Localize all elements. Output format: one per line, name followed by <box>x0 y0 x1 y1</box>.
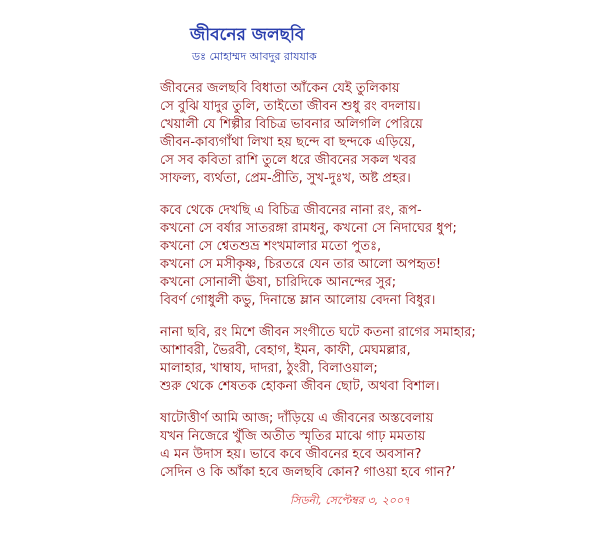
poem-line: ষাটোত্তীর্ণ আমি আজ; দাঁড়িয়ে এ জীবনের অস্তবেলায় <box>160 411 434 426</box>
poem-author: ডঃ মোহাম্মদ আবদুর রাযযাক <box>192 50 317 63</box>
poem-line: বিবর্ণ গোধুলী কভু, দিনান্তে ম্লান আলোয় বেদনা বিধুর। <box>160 293 436 308</box>
poem-line: খেয়ালী যে শিল্পীর বিচিত্র ভাবনার অলিগলি পেরিয়ে <box>160 117 423 132</box>
poem-line: সাফল্য, ব্যর্থতা, প্রেম-প্রীতি, সুখ-দুঃখ, অষ্ট প্রহর। <box>160 171 411 186</box>
poem-line: যখন নিজেরে খুঁজি অতীত স্মৃতির মাঝে গাঢ় মমতায় <box>160 429 426 444</box>
poem-line: কবে থেকে দেখছি এ বিচিত্র জীবনের নানা রং, রূপ- <box>160 203 422 218</box>
poem-line: মালাহার, খাম্বায, দাদরা, ঠুংরী, বিলাওয়াল; <box>160 361 378 376</box>
poem-line: সেদিন ও কি আঁকা হবে জলছবি কোন? গাওয়া হবে গান?’ <box>160 465 456 480</box>
poem-stanza-3 <box>160 324 605 396</box>
poem-line: শুরু থেকে শেষতক হোকনা জীবন ছোট, অথবা বিশাল। <box>160 379 440 394</box>
poem-line: আশাবরী, ভৈরবী, বেহাগ, ইমন, কাফী, মেঘমল্লার, <box>160 343 411 358</box>
poem-signoff: সিডনী, সেপ্টেম্বর ৩, ২০০৭ <box>290 494 411 507</box>
poem-line: জীবন-কাব্যগাঁথা লিখা হয় ছন্দে বা ছন্দকে এড়িয়ে, <box>160 135 416 150</box>
poem-stanza-2 <box>160 202 605 310</box>
poem-stanza-1 <box>160 80 605 188</box>
poem-stanza-4 <box>160 410 605 482</box>
poem-line: কখনো সোনালী ঊষা, চারিদিকে আনন্দের সুর; <box>160 275 397 290</box>
poem-line: কখনো সে বর্ষার সাতরঙ্গা রামধনু, কখনো সে নিদাঘের ধুপ; <box>160 221 457 236</box>
poem-line: কখনো সে শ্বেতশুভ্র শংখমালার মতো পুতঃ, <box>160 239 382 254</box>
poem-line: নানা ছবি, রং মিশে জীবন সংগীতে ঘটে কতনা রাগের সমাহার; <box>160 325 476 340</box>
poem-line: জীবনের জলছবি বিধাতা আঁকেন যেই তুলিকায় <box>160 81 400 96</box>
poem-line: সে বুঝি যাদুর তুলি, তাইতো জীবন শুধু রং বদলায়। <box>160 99 421 114</box>
poem-line: সে সব কবিতা রাশি তুলে ধরে জীবনের সকল খবর <box>160 153 416 168</box>
poem-title: জীবনের জলছবি <box>190 25 305 45</box>
poem-line: এ মন উদাস হয়। ভাবে কবে জীবনের হবে অবসান? <box>160 447 422 462</box>
poem-line: কখনো সে মসীকৃষ্ণ, চিরতরে যেন তার আলো অপহৃত! <box>160 257 442 272</box>
poem-body <box>160 80 605 496</box>
